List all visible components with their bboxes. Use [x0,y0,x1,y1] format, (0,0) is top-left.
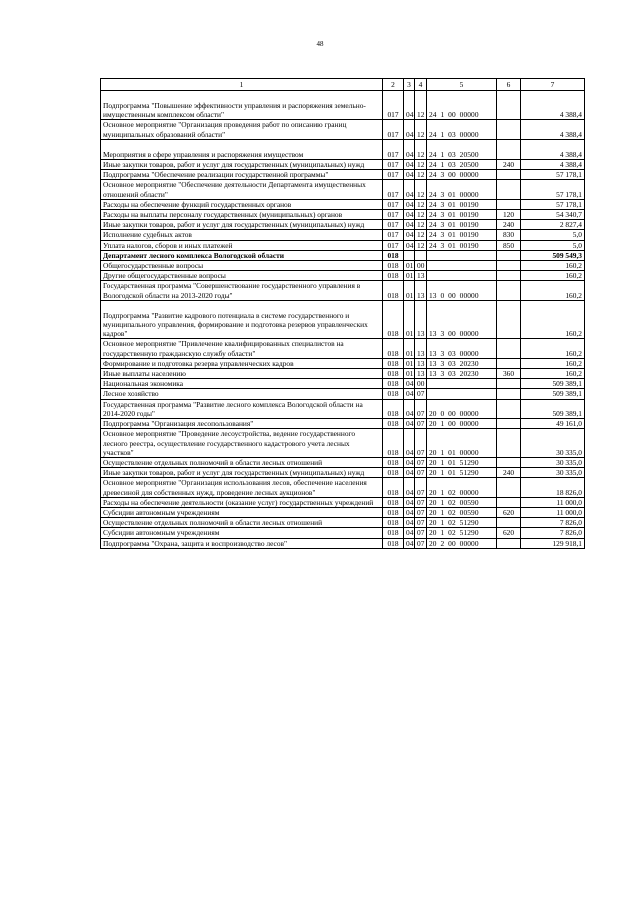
cell-expense-type [497,419,521,429]
cell-name: Подпрограмма "Организация лесопользования" [101,419,383,429]
cell-admin-code: 018 [383,281,404,300]
cell-name: Основное мероприятие "Обеспечение деятельности Департамента имущественных отношений области" [101,180,383,199]
cell-subsection-code: 12 [415,230,427,240]
cell-admin-code: 018 [383,429,404,458]
budget-table [100,78,585,549]
table-row [101,271,585,281]
cell-target-article: 24 1 00 00000 [427,91,497,120]
table-row [101,399,585,418]
cell-admin-code: 018 [383,369,404,379]
cell-amount: 5,0 [521,230,585,240]
cell-admin-code: 018 [383,379,404,389]
table-row [101,199,585,209]
table-row [101,240,585,250]
cell-subsection-code: 13 [415,358,427,368]
cell-target-article: 13 3 03 20230 [427,358,497,368]
table-row [101,139,585,159]
cell-section-code: 04 [404,468,415,478]
cell-expense-type [497,199,521,209]
cell-name: Уплата налогов, сборов и иных платежей [101,240,383,250]
cell-amount: 30 335,0 [521,457,585,467]
cell-admin-code: 018 [383,261,404,271]
cell-amount: 49 161,0 [521,419,585,429]
cell-section-code: 04 [404,399,415,418]
cell-expense-type: 120 [497,210,521,220]
cell-admin-code: 018 [383,271,404,281]
cell-amount: 160,2 [521,281,585,300]
cell-amount: 11 000,0 [521,507,585,517]
table-row [101,528,585,538]
cell-expense-type [497,429,521,458]
cell-amount: 4 388,4 [521,139,585,159]
cell-admin-code: 018 [383,538,404,548]
cell-expense-type: 620 [497,507,521,517]
column-header-section: 3 [404,79,415,91]
cell-expense-type [497,261,521,271]
cell-section-code: 04 [404,170,415,180]
cell-admin-code: 018 [383,478,404,497]
cell-name: Подпрограмма "Развитие кадрового потенциала в системе государственного и муниципального управления, формирование и подготовка резервов управленческих кадров" [101,300,383,339]
cell-section-code: 04 [404,379,415,389]
table-row [101,160,585,170]
cell-section-code: 01 [404,271,415,281]
cell-expense-type [497,399,521,418]
cell-target-article: 24 3 01 00190 [427,230,497,240]
cell-target-article: 24 3 01 00190 [427,199,497,209]
cell-target-article [427,389,497,399]
cell-target-article: 24 1 03 20500 [427,139,497,159]
cell-name: Осуществление отдельных полномочий в области лесных отношений [101,518,383,528]
cell-amount: 129 918,1 [521,538,585,548]
cell-amount: 57 178,1 [521,180,585,199]
cell-amount: 7 826,0 [521,528,585,538]
cell-name: Общегосударственные вопросы [101,261,383,271]
table-row [101,339,585,358]
cell-section-code [404,250,415,260]
cell-subsection-code: 07 [415,538,427,548]
cell-admin-code: 017 [383,120,404,139]
cell-name: Основное мероприятие "Организация проведения работ по описанию границ муниципальных образований области" [101,120,383,139]
cell-expense-type [497,518,521,528]
cell-target-article: 20 1 01 51290 [427,457,497,467]
cell-admin-code: 017 [383,220,404,230]
cell-admin-code: 017 [383,139,404,159]
cell-admin-code: 018 [383,518,404,528]
table-body [101,91,585,549]
table-row [101,419,585,429]
cell-admin-code: 018 [383,497,404,507]
cell-name: Субсидии автономным учреждениям [101,528,383,538]
cell-target-article: 20 1 01 51290 [427,468,497,478]
cell-amount: 4 388,4 [521,160,585,170]
cell-subsection-code: 13 [415,271,427,281]
table-row [101,457,585,467]
cell-section-code: 04 [404,120,415,139]
table-row [101,250,585,260]
cell-section-code: 04 [404,91,415,120]
cell-target-article: 20 1 02 00590 [427,497,497,507]
table-row [101,210,585,220]
table-row [101,220,585,230]
cell-name: Основное мероприятие "Организация использования лесов, обеспечение населения древесиной для собственных нужд, проведение лесных аукционов" [101,478,383,497]
table-row [101,538,585,548]
cell-amount: 509 549,3 [521,250,585,260]
cell-subsection-code: 07 [415,457,427,467]
table-header-row [101,79,585,91]
table-row [101,518,585,528]
cell-name: Подпрограмма "Обеспечение реализации государственной программы" [101,170,383,180]
cell-amount: 160,2 [521,271,585,281]
cell-subsection-code: 13 [415,300,427,339]
cell-expense-type: 850 [497,240,521,250]
cell-name: Иные закупки товаров, работ и услуг для государственных (муниципальных) нужд [101,468,383,478]
cell-name: Подпрограмма "Повышение эффективности управления и распоряжения земельно-имущественным комплексом области" [101,91,383,120]
cell-admin-code: 018 [383,358,404,368]
cell-amount: 160,2 [521,339,585,358]
cell-section-code: 01 [404,281,415,300]
cell-admin-code: 018 [383,389,404,399]
cell-name: Подпрограмма "Охрана, защита и воспроизводство лесов" [101,538,383,548]
cell-section-code: 04 [404,457,415,467]
table-row [101,180,585,199]
cell-name: Расходы на обеспечение функций государственных органов [101,199,383,209]
cell-subsection-code: 00 [415,261,427,271]
cell-section-code: 01 [404,339,415,358]
cell-expense-type [497,389,521,399]
cell-name: Иные закупки товаров, работ и услуг для государственных (муниципальных) нужд [101,160,383,170]
cell-name: Государственная программа "Развитие лесного комплекса Вологодской области на 2014-2020 годы" [101,399,383,418]
cell-admin-code: 017 [383,210,404,220]
cell-expense-type [497,180,521,199]
cell-admin-code: 017 [383,240,404,250]
cell-section-code: 04 [404,528,415,538]
cell-section-code: 04 [404,139,415,159]
cell-amount: 4 388,4 [521,120,585,139]
cell-target-article: 20 1 02 00000 [427,478,497,497]
cell-section-code: 04 [404,389,415,399]
cell-section-code: 04 [404,429,415,458]
cell-target-article: 20 1 02 51290 [427,518,497,528]
cell-subsection-code: 12 [415,240,427,250]
cell-expense-type: 360 [497,369,521,379]
cell-section-code: 04 [404,497,415,507]
cell-subsection-code: 07 [415,507,427,517]
cell-target-article: 13 0 00 00000 [427,281,497,300]
cell-expense-type [497,250,521,260]
cell-target-article: 24 3 00 00000 [427,170,497,180]
cell-amount: 160,2 [521,300,585,339]
table-row [101,358,585,368]
cell-target-article [427,261,497,271]
table-row [101,429,585,458]
cell-subsection-code: 12 [415,139,427,159]
cell-expense-type [497,379,521,389]
cell-amount: 30 335,0 [521,468,585,478]
cell-target-article: 24 1 03 00000 [427,120,497,139]
cell-section-code: 04 [404,199,415,209]
cell-target-article: 20 1 01 00000 [427,429,497,458]
table-row [101,478,585,497]
cell-subsection-code: 12 [415,120,427,139]
cell-subsection-code: 12 [415,199,427,209]
cell-subsection-code: 12 [415,220,427,230]
column-header-expense-type: 6 [497,79,521,91]
cell-name: Мероприятия в сфере управления и распоряжения имуществом [101,139,383,159]
column-header-admin: 2 [383,79,404,91]
cell-subsection-code: 07 [415,419,427,429]
cell-expense-type [497,281,521,300]
cell-amount: 54 340,7 [521,210,585,220]
cell-section-code: 01 [404,261,415,271]
cell-admin-code: 017 [383,91,404,120]
cell-admin-code: 017 [383,180,404,199]
cell-target-article: 24 3 01 00190 [427,210,497,220]
cell-section-code: 01 [404,358,415,368]
cell-admin-code: 017 [383,160,404,170]
cell-target-article: 20 1 02 00590 [427,507,497,517]
cell-subsection-code: 07 [415,478,427,497]
column-header-subsection: 4 [415,79,427,91]
cell-amount: 160,2 [521,261,585,271]
cell-section-code: 04 [404,518,415,528]
table-row [101,507,585,517]
cell-section-code: 04 [404,240,415,250]
cell-target-article: 20 1 00 00000 [427,419,497,429]
cell-subsection-code: 12 [415,91,427,120]
cell-target-article: 24 3 01 00000 [427,180,497,199]
cell-subsection-code: 00 [415,379,427,389]
cell-expense-type [497,457,521,467]
cell-amount: 11 000,0 [521,497,585,507]
cell-admin-code: 018 [383,528,404,538]
cell-amount: 57 178,1 [521,199,585,209]
cell-subsection-code: 07 [415,497,427,507]
cell-subsection-code: 07 [415,468,427,478]
cell-subsection-code: 12 [415,210,427,220]
cell-subsection-code: 13 [415,339,427,358]
cell-name: Расходы на выплаты персоналу государственных (муниципальных) органов [101,210,383,220]
cell-subsection-code: 12 [415,170,427,180]
cell-name: Иные закупки товаров, работ и услуг для государственных (муниципальных) нужд [101,220,383,230]
cell-section-code: 01 [404,300,415,339]
table-row [101,170,585,180]
cell-target-article: 13 3 03 20230 [427,369,497,379]
page-number: 48 [316,40,324,48]
cell-section-code: 04 [404,478,415,497]
cell-target-article: 24 1 03 20500 [427,160,497,170]
cell-name: Лесное хозяйство [101,389,383,399]
cell-amount: 2 827,4 [521,220,585,230]
table-row [101,261,585,271]
cell-name: Основное мероприятие "Проведение лесоустройства, ведение государственного лесного реестра, осуществление государственного кадастрового учета лесных участков" [101,429,383,458]
cell-target-article: 24 3 01 00190 [427,240,497,250]
table-row [101,389,585,399]
cell-target-article [427,250,497,260]
table-row [101,120,585,139]
cell-amount: 509 389,1 [521,399,585,418]
cell-name: Национальная экономика [101,379,383,389]
cell-section-code: 04 [404,538,415,548]
cell-section-code: 04 [404,507,415,517]
cell-expense-type [497,120,521,139]
cell-target-article: 20 1 02 51290 [427,528,497,538]
cell-expense-type: 240 [497,220,521,230]
cell-expense-type [497,139,521,159]
table-row [101,369,585,379]
cell-section-code: 04 [404,210,415,220]
cell-subsection-code: 13 [415,281,427,300]
table-row [101,91,585,120]
cell-admin-code: 018 [383,300,404,339]
cell-target-article: 20 0 00 00000 [427,399,497,418]
cell-expense-type: 240 [497,468,521,478]
cell-name: Формирование и подготовка резерва управленческих кадров [101,358,383,368]
cell-name: Государственная программа "Совершенствование государственного управления в Вологодской области на 2013-2020 годы" [101,281,383,300]
cell-section-code: 04 [404,230,415,240]
cell-name: Департамент лесного комплекса Вологодской области [101,250,383,260]
cell-subsection-code: 07 [415,429,427,458]
cell-subsection-code: 12 [415,180,427,199]
cell-admin-code: 018 [383,468,404,478]
cell-name: Другие общегосударственные вопросы [101,271,383,281]
cell-target-article: 13 3 00 00000 [427,300,497,339]
cell-subsection-code: 12 [415,160,427,170]
cell-target-article: 13 3 03 00000 [427,339,497,358]
cell-expense-type: 830 [497,230,521,240]
cell-target-article: 20 2 00 00000 [427,538,497,548]
table-row [101,281,585,300]
table-row [101,379,585,389]
column-header-name: 1 [101,79,383,91]
cell-section-code: 04 [404,419,415,429]
cell-amount: 160,2 [521,358,585,368]
cell-expense-type [497,271,521,281]
cell-amount: 509 389,1 [521,379,585,389]
cell-admin-code: 018 [383,399,404,418]
cell-expense-type: 240 [497,160,521,170]
cell-section-code: 04 [404,160,415,170]
cell-admin-code: 018 [383,339,404,358]
cell-subsection-code: 07 [415,389,427,399]
table-row [101,300,585,339]
table-row [101,497,585,507]
cell-admin-code: 018 [383,419,404,429]
cell-name: Субсидии автономным учреждениям [101,507,383,517]
cell-name: Основное мероприятие "Привлечение квалифицированных специалистов на государственную гражданскую службу области" [101,339,383,358]
cell-section-code: 01 [404,369,415,379]
cell-admin-code: 017 [383,170,404,180]
cell-expense-type [497,358,521,368]
cell-name: Расходы на обеспечение деятельности (оказание услуг) государственных учреждений [101,497,383,507]
cell-section-code: 04 [404,180,415,199]
cell-amount: 30 335,0 [521,429,585,458]
cell-expense-type [497,170,521,180]
table-row [101,230,585,240]
column-header-amount: 7 [521,79,585,91]
cell-subsection-code: 07 [415,528,427,538]
cell-amount: 57 178,1 [521,170,585,180]
cell-subsection-code: 07 [415,518,427,528]
cell-admin-code: 017 [383,199,404,209]
cell-amount: 5,0 [521,240,585,250]
cell-amount: 18 826,0 [521,478,585,497]
cell-name: Исполнение судебных актов [101,230,383,240]
cell-admin-code: 017 [383,230,404,240]
cell-admin-code: 018 [383,250,404,260]
cell-expense-type [497,538,521,548]
cell-amount: 4 388,4 [521,91,585,120]
cell-admin-code: 018 [383,507,404,517]
cell-name: Иные выплаты населению [101,369,383,379]
cell-admin-code: 018 [383,457,404,467]
cell-amount: 509 389,1 [521,389,585,399]
cell-expense-type [497,339,521,358]
column-header-target-article: 5 [427,79,497,91]
cell-name: Осуществление отдельных полномочий в области лесных отношений [101,457,383,467]
cell-target-article [427,271,497,281]
cell-amount: 7 826,0 [521,518,585,528]
cell-expense-type [497,478,521,497]
cell-subsection-code: 13 [415,369,427,379]
cell-expense-type [497,497,521,507]
cell-section-code: 04 [404,220,415,230]
cell-expense-type: 620 [497,528,521,538]
cell-target-article: 24 3 01 00190 [427,220,497,230]
cell-subsection-code: 07 [415,399,427,418]
cell-expense-type [497,91,521,120]
cell-target-article [427,379,497,389]
cell-amount: 160,2 [521,369,585,379]
cell-expense-type [497,300,521,339]
cell-subsection-code [415,250,427,260]
table-row [101,468,585,478]
